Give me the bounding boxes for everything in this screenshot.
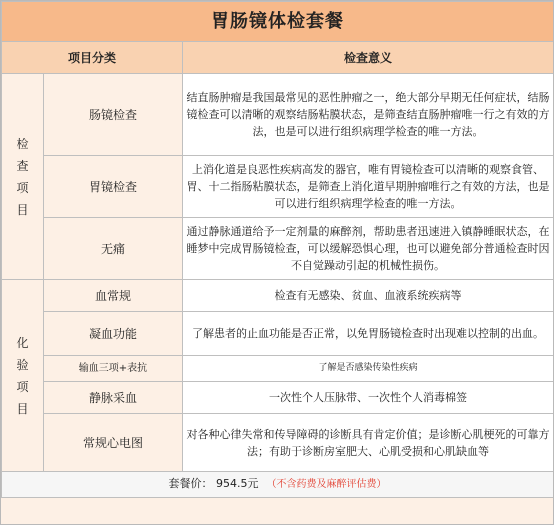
category-label: 检查项目 — [16, 136, 29, 217]
item-desc: 了解是否感染传染性疾病 — [183, 356, 554, 382]
item-name: 输血三项+表抗 — [44, 356, 183, 382]
item-name: 静脉采血 — [44, 382, 183, 414]
item-name: 胃镜检查 — [44, 156, 183, 218]
category-lab — [2, 280, 44, 472]
category-exam — [2, 74, 44, 280]
item-name: 血常规 — [44, 280, 183, 312]
item-desc: 对各种心律失常和传导障碍的诊断具有肯定价值；是诊断心肌梗死的可靠方法；有助于诊断房室肥大、心肌受损和心肌缺血等 — [183, 414, 554, 472]
table-row — [2, 414, 554, 472]
meaning-header: 检查意义 — [183, 42, 554, 74]
item-name: 无痛 — [44, 218, 183, 280]
header-row — [2, 42, 554, 74]
table-row — [2, 218, 554, 280]
table-row — [2, 356, 554, 382]
item-desc: 通过静脉通道给予一定剂量的麻醉剂，帮助患者迅速进入镇静睡眠状态，在睡梦中完成胃肠镜检查，可以缓解恐惧心理，也可以避免部分普通检查时因不自觉躁动引起的机械性损伤。 — [183, 218, 554, 280]
table-row — [2, 382, 554, 414]
table-row — [2, 312, 554, 356]
table-row — [2, 74, 554, 156]
category-header: 项目分类 — [2, 42, 183, 74]
item-desc: 结直肠肿瘤是我国最常见的恶性肿瘤之一，绝大部分早期无任何症状，结肠镜检查可以清晰的观察结肠粘膜状态，是筛查结直肠肿瘤唯一行之有效的方法，也是可以进行组织病理学检查的唯一方法。 — [183, 74, 554, 156]
price-note: （不含药费及麻醉评估费） — [266, 479, 387, 490]
item-desc: 上消化道是良恶性疾病高发的器官，唯有胃镜检查可以清晰的观察食管、胃、十二指肠粘膜状态，是筛查上消化道早期肿瘤唯行之有效的方法，也是可以进行组织病理学检查的唯一方法。 — [183, 156, 554, 218]
item-desc: 一次性个人压脉带、一次性个人消毒棉签 — [183, 382, 554, 414]
item-desc: 检查有无感染、贫血、血液系统疾病等 — [183, 280, 554, 312]
item-name: 常规心电图 — [44, 414, 183, 472]
title-row — [2, 2, 554, 42]
table-row — [2, 280, 554, 312]
price-cell — [2, 472, 554, 498]
footer-row — [2, 472, 554, 498]
page-title: 胃肠镜体检套餐 — [2, 2, 554, 42]
item-name: 肠镜检查 — [44, 74, 183, 156]
category-label: 化验项目 — [16, 335, 29, 416]
item-name: 凝血功能 — [44, 312, 183, 356]
table-row — [2, 156, 554, 218]
package-table — [1, 1, 554, 498]
item-desc: 了解患者的止血功能是否正常，以免胃肠镜检查时出现难以控制的出血。 — [183, 312, 554, 356]
package-price: 套餐价： 954.5元 — [168, 477, 259, 490]
